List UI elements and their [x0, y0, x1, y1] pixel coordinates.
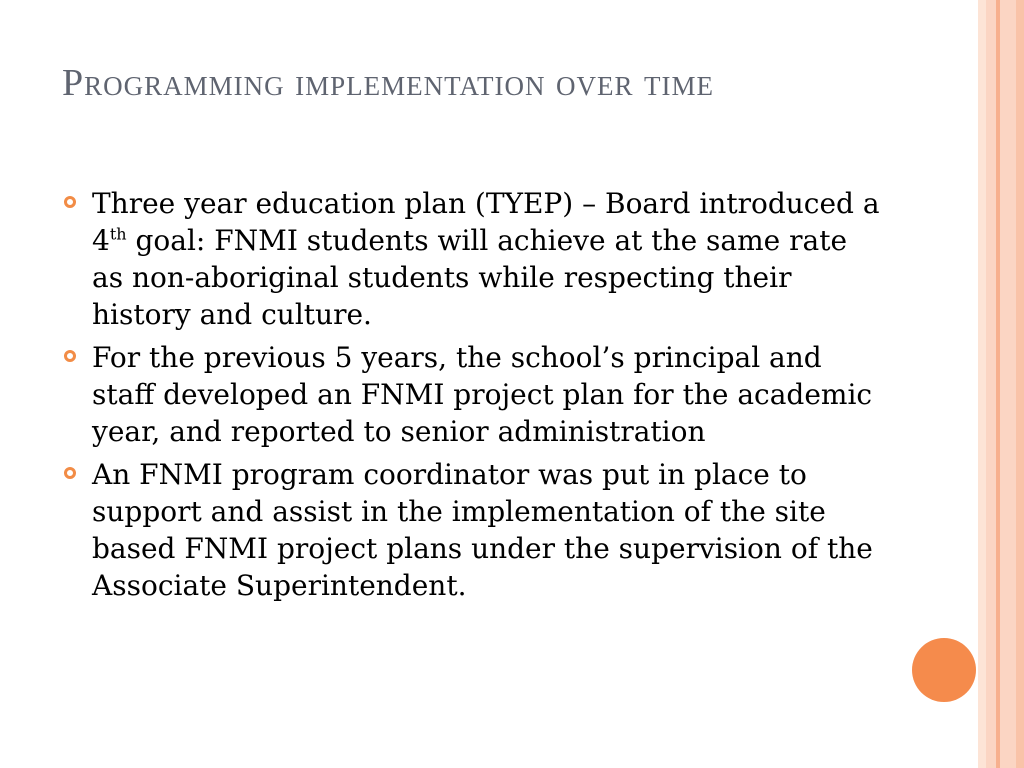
bullet-text: An FNMI program coordinator was put in place to support and assist in the implementation of the site based FNMI project plans under the supervision of the Associate Superintendent. [92, 458, 873, 602]
slide-title: Programming implementation over time [62, 62, 714, 104]
decorative-stripe-wide [1000, 0, 1016, 768]
decorative-stripe-medium [986, 0, 996, 768]
bullet-list [62, 185, 882, 610]
decorative-stripe-light [978, 0, 986, 768]
decorative-stripe-edge [1016, 0, 1024, 768]
bullet-item-project-plan [62, 339, 882, 450]
bullet-item-tyep [62, 185, 882, 333]
ordinal-superscript: th [109, 224, 127, 244]
bullet-text: For the previous 5 years, the school’s principal and staff developed an FNMI project plan for the academic year, and reported to senior administration [92, 341, 873, 448]
bullet-ring-icon [64, 196, 76, 208]
bullet-text: Three year education plan (TYEP) – Board introduced a 4 [92, 187, 880, 257]
bullet-ring-icon [64, 467, 76, 479]
accent-circle-decoration [912, 638, 976, 702]
bullet-item-coordinator [62, 456, 882, 604]
bullet-ring-icon [64, 350, 76, 362]
bullet-text-continued: goal: FNMI students will achieve at the same rate as non-aboriginal students while respecting their history and culture. [92, 224, 848, 331]
